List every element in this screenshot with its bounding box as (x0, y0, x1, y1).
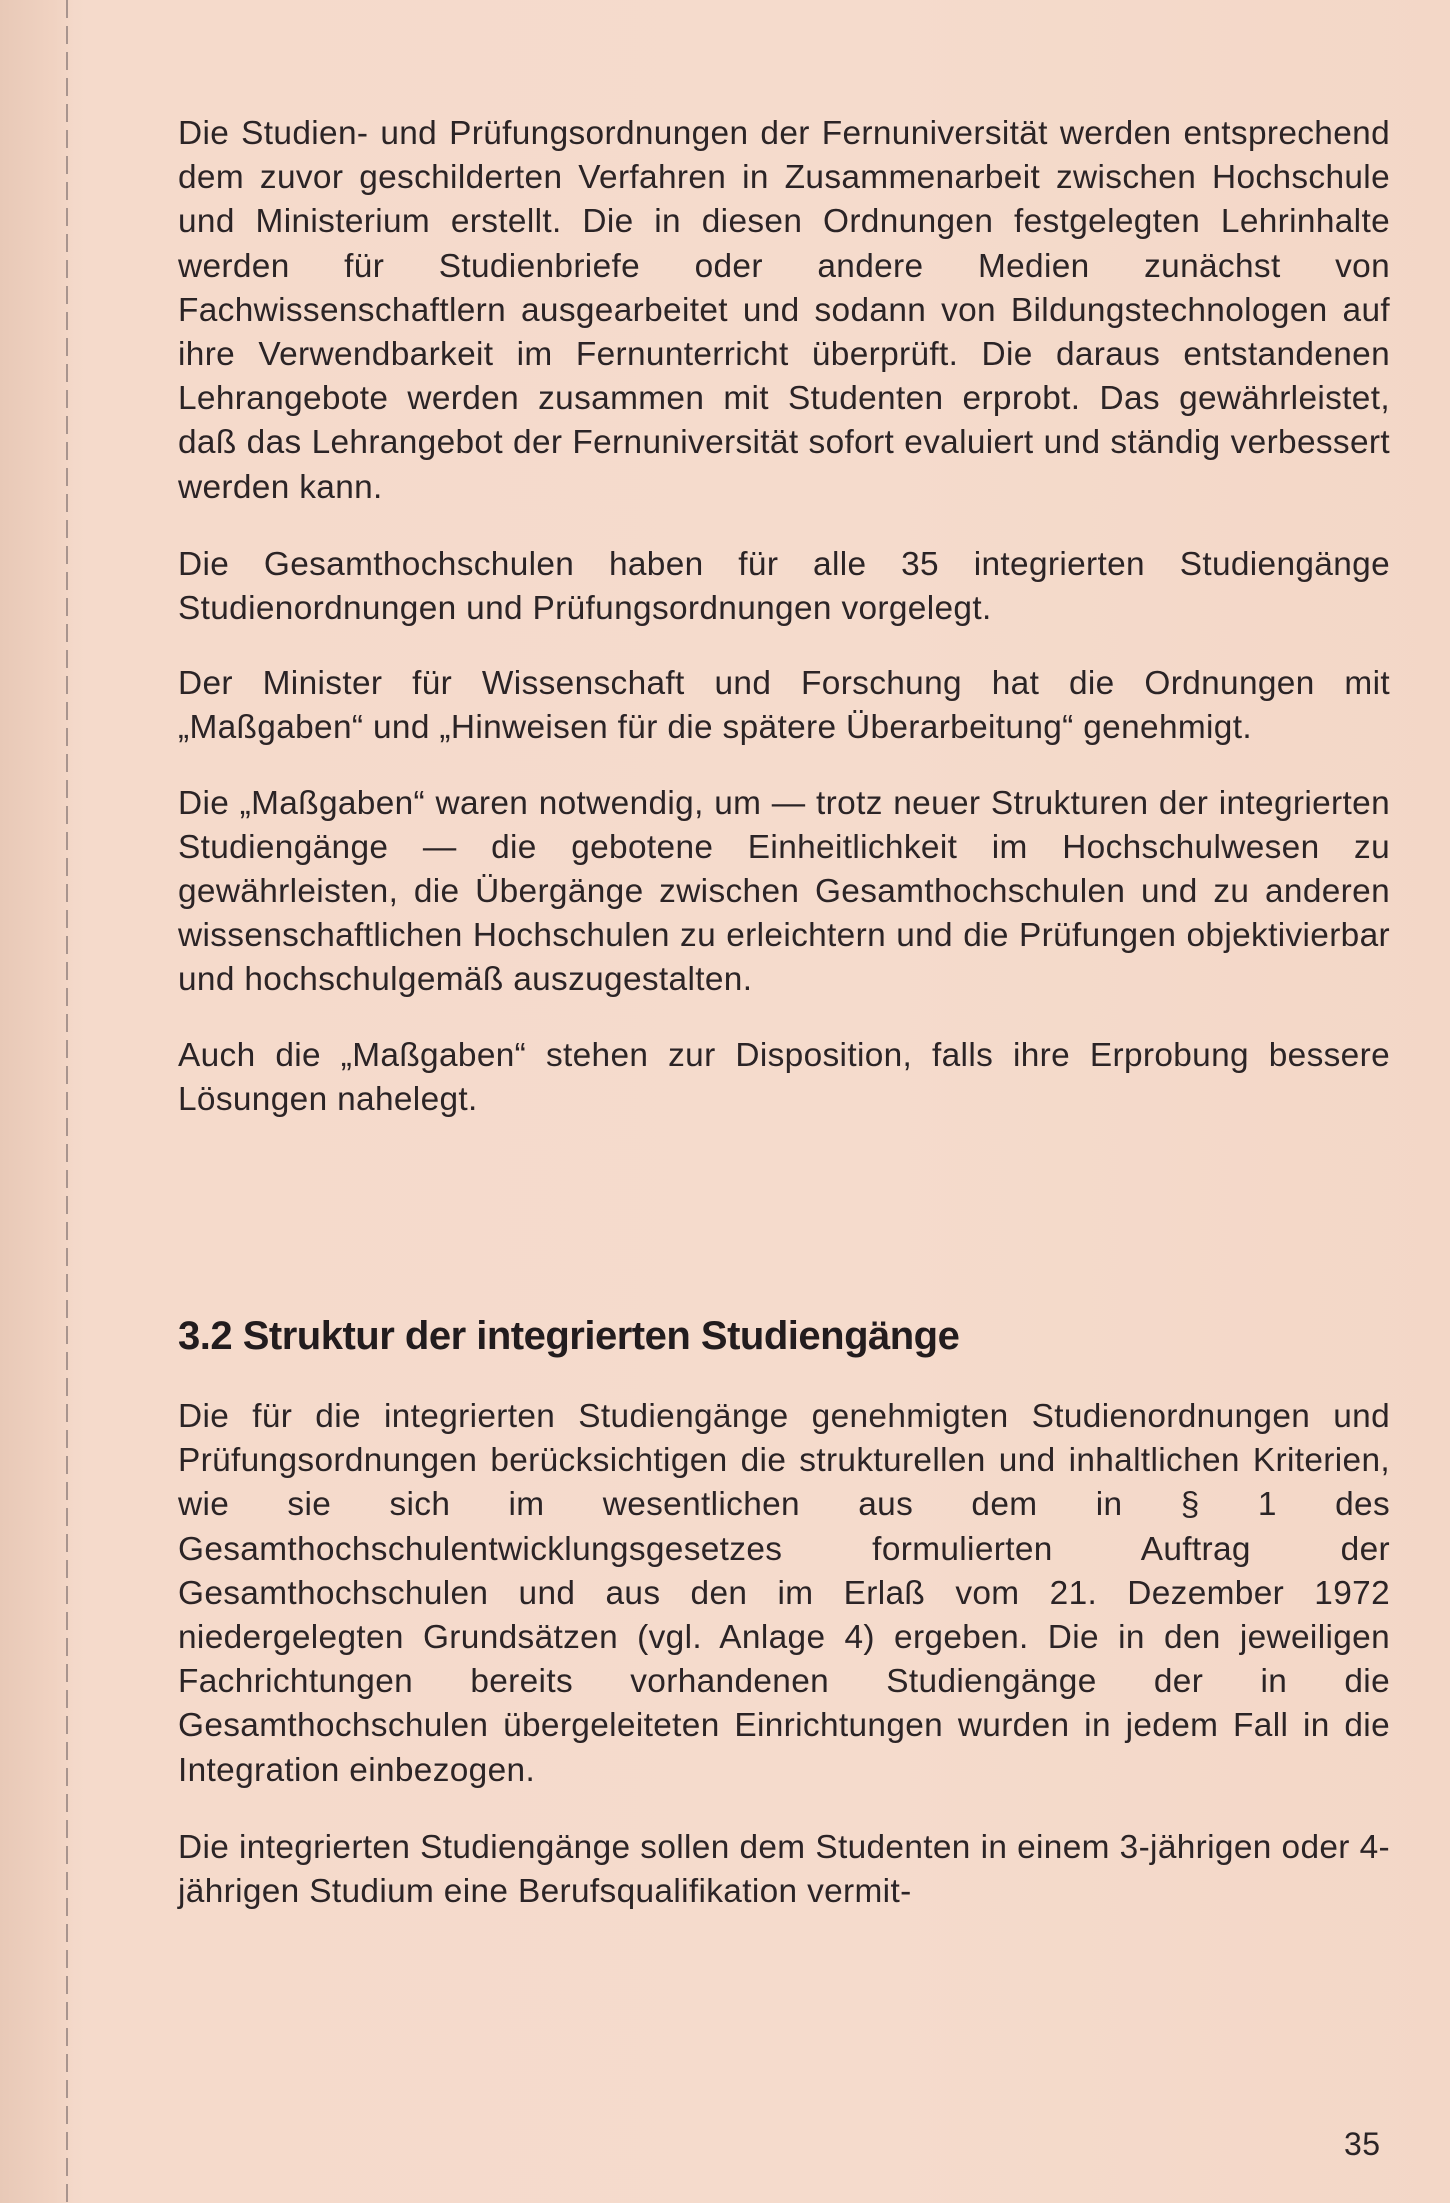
paragraph-massgaben-disposition: Auch die „Maßgaben“ stehen zur Disposition, falls ihre Erprobung bessere Lösungen nahelegt. (178, 1036, 1390, 1118)
binding-edge (0, 0, 74, 2203)
paragraph-massgaben-notwendig: Die „Maßgaben“ waren notwendig, um — trotz neuer Strukturen der integrierten Studiengänge — die gebotene Einheitlichkeit im Hochschulwesen zu gewährleisten, die Übergänge zwischen Gesamthochschulen und zu anderen wissenschaftlichen Hochschulen zu erleichtern und die Prüfungen objektivierbar und hochschulgemäß auszugestalten. (178, 784, 1390, 999)
paragraph-minister-genehmigt: Der Minister für Wissenschaft und Forschung hat die Ordnungen mit „Maßgaben“ und „Hinweisen für die spätere Überarbeitung“ genehmigt. (178, 665, 1390, 747)
paragraph-fernuniversitaet-ordnungen: Die Studien- und Prüfungsordnungen der Fernuniversität werden entsprechend dem zuvor geschilderten Verfahren in Zusammenarbeit zwischen Hochschule und Ministerium erstellt. Die in diesen Ordnungen festgelegten Lehrinhalte werden für Studienbriefe oder andere Medien zunächst von Fachwissenschaftlern ausgearbeitet und sodann von Bildungstechnologen auf ihre Verwendbarkeit im Fernunterricht überprüft. Die daraus entstandenen Lehrangebote werden zusammen mit Studenten erprobt. Das gewährleistet, daß das Lehrangebot der Fernuniversität sofort evaluiert und ständig verbessert werden kann. (178, 115, 1390, 506)
paragraph-struktur-kriterien: Die für die integrierten Studiengänge genehmigten Studienordnungen und Prüfungsordnungen berücksichtigen die strukturellen und inhaltlichen Kriterien, wie sie sich im wesentlichen aus dem in § 1 des Gesamthochschulentwicklungsgesetzes formulierten Auftrag der Gesamthochschulen und aus den im Erlaß vom 21. Dezember 1972 niedergelegten Grundsätzen (vgl. Anlage 4) ergeben. Die in den jeweiligen Fachrichtungen bereits vorhandenen Studiengänge der in die Gesamthochschulen übergeleiteten Einrichtungen wurden in jedem Fall in die Integration einbezogen. (178, 1398, 1390, 1789)
section-heading: 3.2 Struktur der integrierten Studiengänge (178, 1314, 960, 1359)
page-number: 35 (1344, 2126, 1381, 2162)
page-content (178, 112, 1390, 1914)
paragraph-berufsqualifikation: Die integrierten Studiengänge sollen dem Studenten in einem 3-jährigen oder 4-jährigen Studium eine Berufsqualifikation vermit- (178, 1828, 1390, 1911)
paragraph-gesamthochschulen-vorgelegt: Die Gesamthochschulen haben für alle 35 integrierten Studiengänge Studienordnungen und Prüfungsordnungen vorgelegt. (178, 545, 1390, 628)
binding-stitch-line (66, 0, 68, 2203)
